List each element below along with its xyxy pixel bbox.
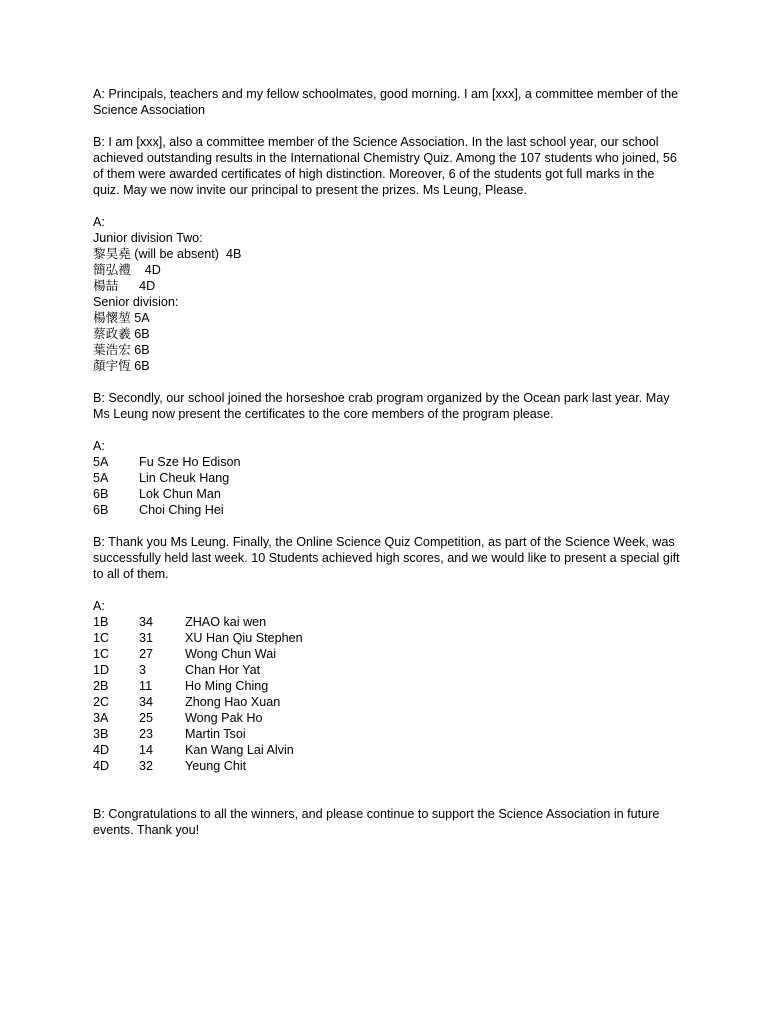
name-cell: ZHAO kai wen xyxy=(185,615,267,629)
chemistry-winners-section xyxy=(93,214,683,374)
table-row xyxy=(93,662,683,678)
class-cell: 4D xyxy=(93,743,110,757)
class-cell: 3B xyxy=(93,727,109,741)
document-body xyxy=(93,86,683,838)
name-cell: Lin Cheuk Hang xyxy=(139,471,230,485)
class-cell: 2B xyxy=(93,679,109,693)
class-cell: 2C xyxy=(93,695,110,709)
name-cell: Martin Tsoi xyxy=(185,727,246,741)
class-cell: 4D xyxy=(93,759,110,773)
online-quiz-winners-section xyxy=(93,598,683,774)
number-cell: 25 xyxy=(139,711,154,725)
list-item xyxy=(93,502,683,518)
class-cell: 5A xyxy=(93,455,109,469)
senior-winner: 楊懷堃 5A xyxy=(93,311,150,325)
class-cell: 5A xyxy=(93,471,109,485)
class-cell: 1D xyxy=(93,663,110,677)
name-cell: Yeung Chit xyxy=(185,759,247,773)
number-cell: 31 xyxy=(139,631,154,645)
senior-winner: 葉浩宏 6B xyxy=(93,343,150,357)
name-cell: XU Han Qiu Stephen xyxy=(185,631,303,645)
junior-winner: 楊喆 4D xyxy=(93,279,156,293)
table-row xyxy=(93,614,683,630)
table-row xyxy=(93,646,683,662)
table-row xyxy=(93,678,683,694)
name-cell: Wong Pak Ho xyxy=(185,711,263,725)
quiz-speaker-b: B: Thank you Ms Leung. Finally, the Online Science Quiz Competition, as part of the Science Week, was successfully held last week. 10 Students achieved high scores, and we would like to present a special gift to all of them. xyxy=(93,535,680,581)
class-cell: 1B xyxy=(93,615,109,629)
name-cell: Fu Sze Ho Edison xyxy=(139,455,241,469)
number-cell: 23 xyxy=(139,727,154,741)
number-cell: 3 xyxy=(139,663,147,677)
number-cell: 27 xyxy=(139,647,154,661)
senior-division-heading: Senior division: xyxy=(93,295,179,309)
senior-winner: 蔡政羲 6B xyxy=(93,327,150,341)
class-cell: 1C xyxy=(93,647,110,661)
junior-winner: 黎昊堯 (will be absent) 4B xyxy=(93,247,242,261)
class-cell: 6B xyxy=(93,487,109,501)
table-row xyxy=(93,694,683,710)
name-cell: Wong Chun Wai xyxy=(185,647,276,661)
number-cell: 34 xyxy=(139,695,154,709)
list-item xyxy=(93,454,683,470)
class-cell: 3A xyxy=(93,711,109,725)
junior-winner: 簡弘禮 4D xyxy=(93,263,161,277)
name-cell: Chan Hor Yat xyxy=(185,663,261,677)
intro-speaker-b: B: I am [xxx], also a committee member of the Science Association. In the last school year, our school achieved outstanding results in the International Chemistry Quiz. Among the 107 students who joined, 56 of them were awarded certificates of high distinction. Moreover, 6 of the students got full marks in the quiz. May we now invite our principal to present the prizes. Ms Leung, Please. xyxy=(93,135,677,197)
number-cell: 14 xyxy=(139,743,154,757)
name-cell: Ho Ming Ching xyxy=(185,679,269,693)
class-cell: 1C xyxy=(93,631,110,645)
name-cell: Zhong Hao Xuan xyxy=(185,695,281,709)
senior-winner: 顏宇恆 6B xyxy=(93,359,150,373)
name-cell: Choi Ching Hei xyxy=(139,503,224,517)
table-row xyxy=(93,758,683,774)
number-cell: 11 xyxy=(139,679,153,693)
speaker-label: A: xyxy=(93,215,105,229)
list-item xyxy=(93,486,683,502)
list-item xyxy=(93,470,683,486)
speaker-label: A: xyxy=(93,599,105,613)
number-cell: 32 xyxy=(139,759,154,773)
table-row xyxy=(93,710,683,726)
horseshoe-crab-members-section xyxy=(93,438,683,518)
intro-speaker-a: A: Principals, teachers and my fellow schoolmates, good morning. I am [xxx], a committee member of the Science Association xyxy=(93,87,679,117)
junior-division-heading: Junior division Two: xyxy=(93,231,203,245)
closing-speaker-b: B: Congratulations to all the winners, and please continue to support the Science Association in future events. Thank you! xyxy=(93,807,660,837)
table-row xyxy=(93,742,683,758)
table-row xyxy=(93,726,683,742)
horseshoe-speaker-b: B: Secondly, our school joined the horseshoe crab program organized by the Ocean park last year. May Ms Leung now present the certificates to the core members of the program please. xyxy=(93,391,670,421)
name-cell: Kan Wang Lai Alvin xyxy=(185,743,294,757)
speaker-label: A: xyxy=(93,439,105,453)
class-cell: 6B xyxy=(93,503,109,517)
name-cell: Lok Chun Man xyxy=(139,487,221,501)
table-row xyxy=(93,630,683,646)
number-cell: 34 xyxy=(139,615,154,629)
